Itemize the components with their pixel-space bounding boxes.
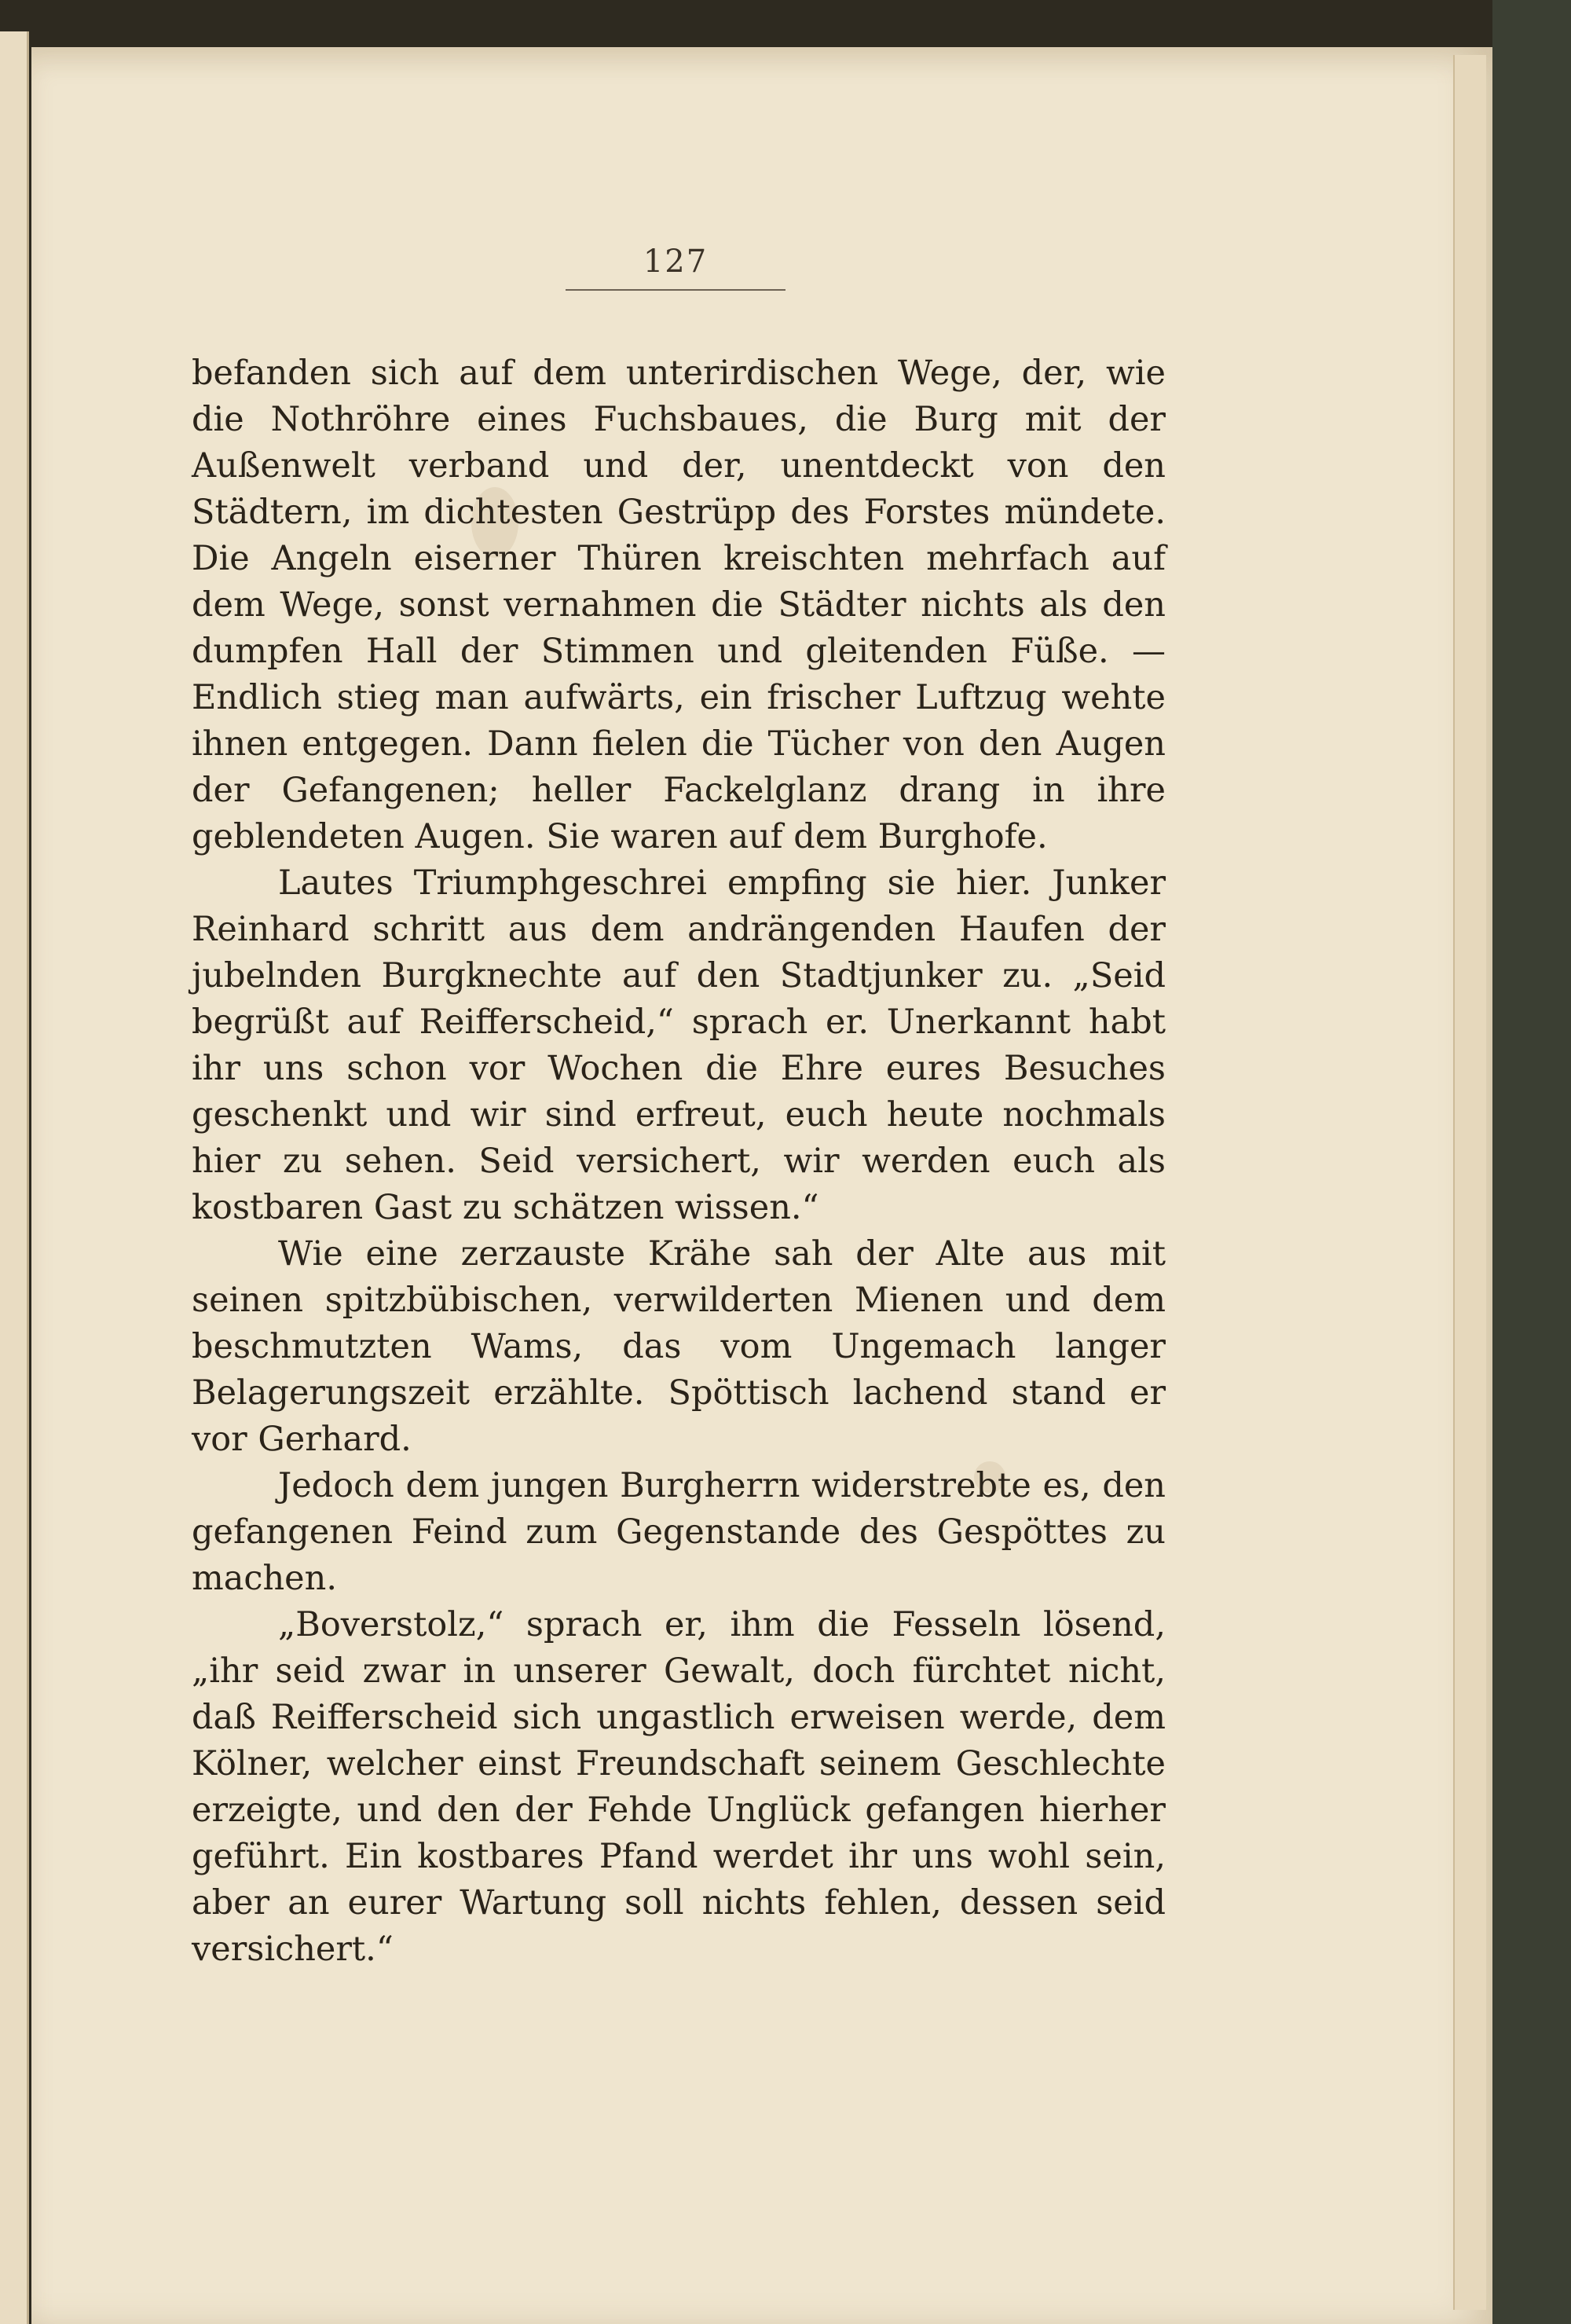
body-text bbox=[192, 350, 1166, 1973]
page-gutter-edge bbox=[1453, 55, 1486, 2310]
paragraph-4: Jedoch dem jungen Burgherrn widerstrebte es, den gefangenen Feind zum Gegenstande des Gespöttes zu machen. bbox=[192, 1466, 1166, 1598]
paragraph-5: „Boverstolz,“ sprach er, ihm die Fesseln lösend, „ihr seid zwar in unserer Gewalt, doch fürchtet nicht, daß Reifferscheid sich ungastlich erweisen werde, dem Kölner, welcher einst Freundschaft seinem Geschlechte erzeigte, und den der Fehde Unglück gefangen hierher geführt. Ein kostbares Pfand werdet ihr uns wohl sein, aber an eurer Wartung soll nichts fehlen, dessen seid versichert.“ bbox=[192, 1605, 1166, 1969]
page-number: 127 bbox=[643, 244, 709, 280]
paragraph-2: Lautes Triumphgeschrei empfing sie hier. Junker Reinhard schritt aus dem andrängenden Haufen der jubelnden Burgknechte auf den Stadtjunker zu. „Seid begrüßt auf Reifferscheid,“ sprach er. Unerkannt habt ihr uns schon vor Wochen die Ehre eures Besuches geschenkt und wir sind erfreut, euch heute nochmals hier zu sehen. Seid versichert, wir werden euch als kostbaren Gast zu schätzen wissen.“ bbox=[192, 863, 1166, 1227]
book-cover-edge bbox=[1492, 0, 1571, 2324]
page-number-rule bbox=[566, 289, 786, 291]
paragraph-1: befanden sich auf dem unterirdischen Wege, der, wie die Nothröhre eines Fuchsbaues, die Burg mit der Außenwelt verband und der, unentdeckt von den Städtern, im dichtesten Gestrüpp des Forstes mündete. Die Angeln eiserner Thüren kreischten mehrfach auf dem Wege, sonst vernahmen die Städter nichts als den dumpfen Hall der Stimmen und gleitenden Füße. — Endlich stieg man aufwärts, ein frischer Luftzug wehte ihnen entgegen. Dann fielen die Tücher von den Augen der Gefangenen; heller Fackelglanz drang in ihre geblendeten Augen. Sie waren auf dem Burghofe. bbox=[192, 354, 1166, 856]
previous-page-edge bbox=[0, 31, 29, 2324]
paragraph-3: Wie eine zerzauste Krähe sah der Alte aus mit seinen spitzbübischen, verwilderten Mienen und dem beschmutzten Wams, das vom Ungemach langer Belagerungszeit erzählte. Spöttisch lachend stand er vor Gerhard. bbox=[192, 1234, 1166, 1459]
